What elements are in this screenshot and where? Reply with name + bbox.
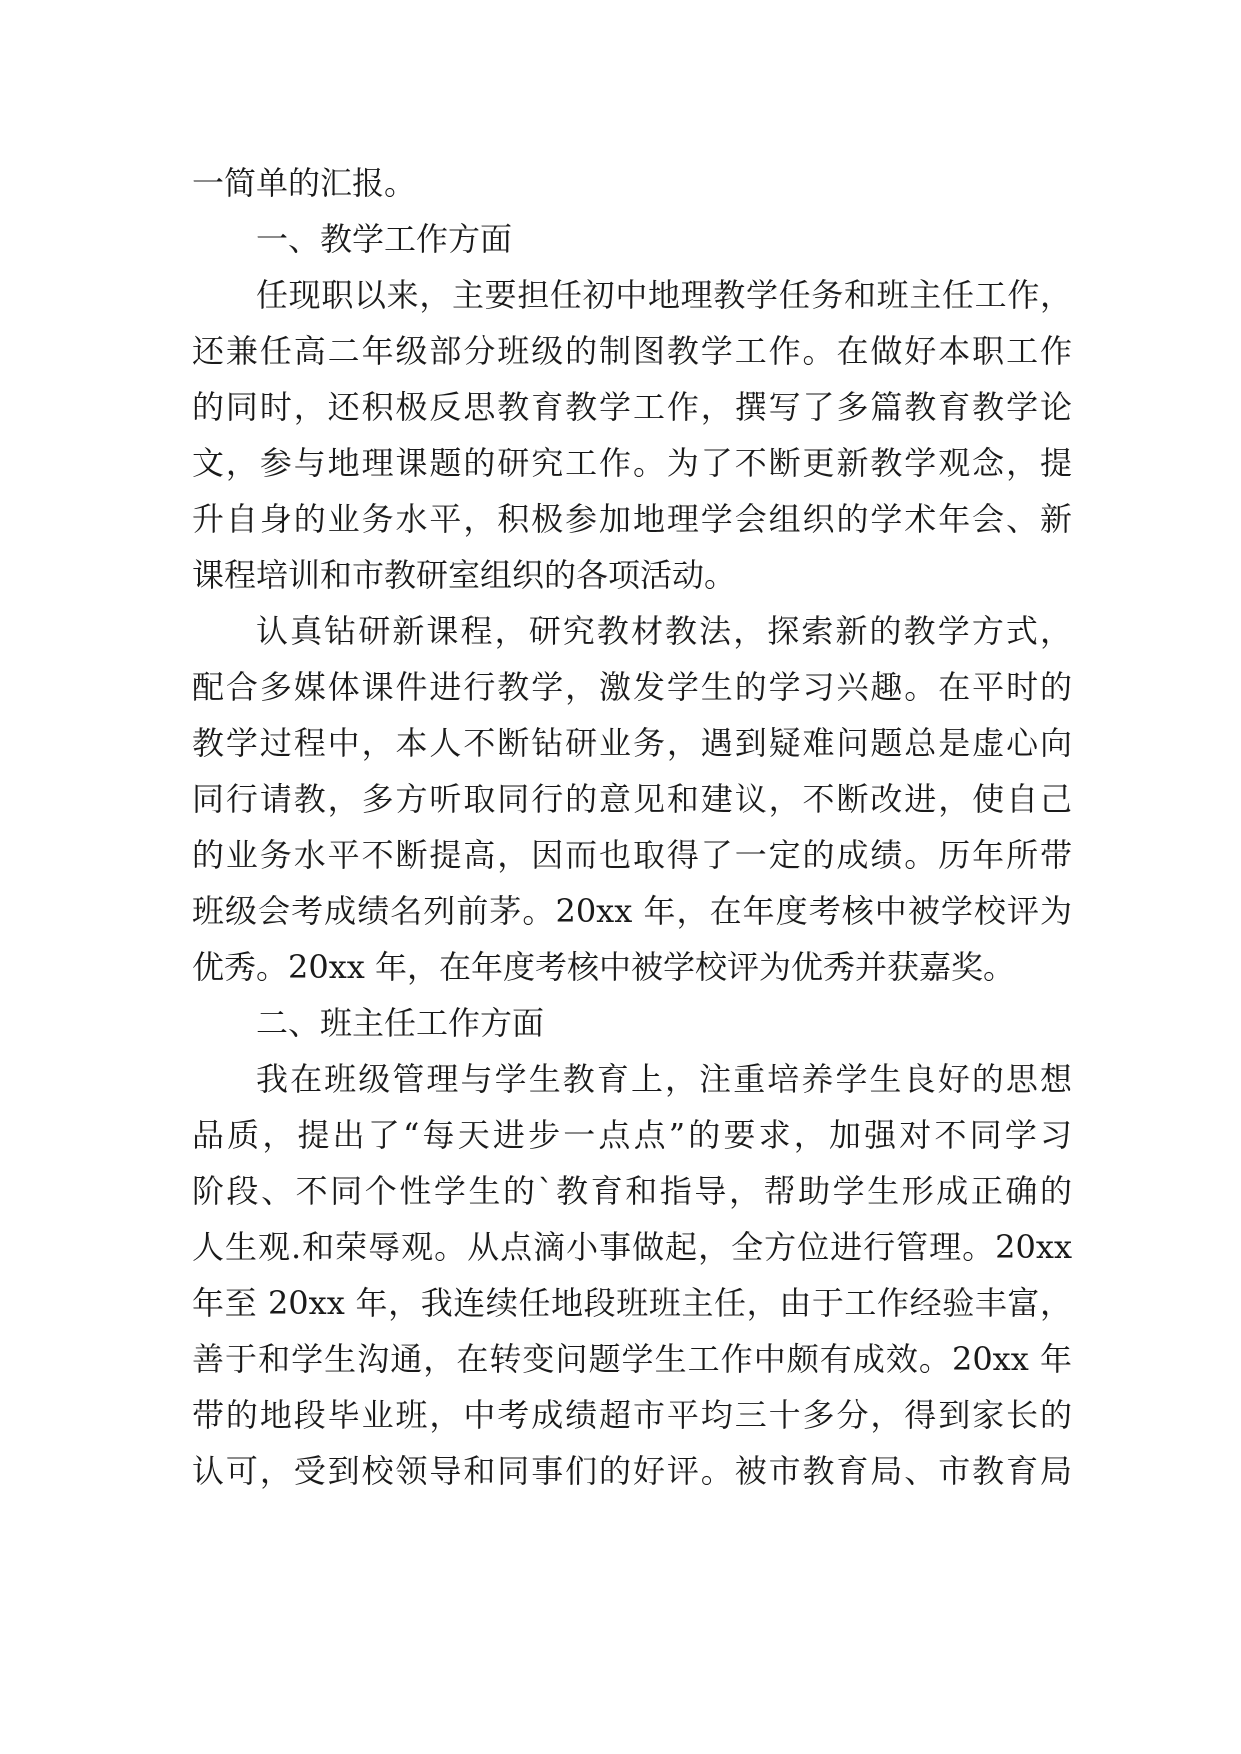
- text-line: 年至 20xx 年，我连续任地段班班主任，由于工作经验丰富，: [192, 1284, 1072, 1322]
- text-line: 同行请教，多方听取同行的意见和建议，不断改进，使自己: [192, 780, 1072, 818]
- text-line: 认真钻研新课程，研究教材教法，探索新的教学方式，: [256, 612, 1072, 650]
- text-line: 任现职以来，主要担任初中地理教学任务和班主任工作，: [256, 276, 1072, 314]
- text-line: 一简单的汇报。: [192, 164, 417, 202]
- text-line: 带的地段毕业班，中考成绩超市平均三十多分，得到家长的: [192, 1396, 1072, 1434]
- text-line: 的同时，还积极反思教育教学工作，撰写了多篇教育教学论: [192, 388, 1072, 426]
- text-line: 优秀。20xx 年，在年度考核中被学校评为优秀并获嘉奖。: [192, 948, 1015, 986]
- section-heading: 二、班主任工作方面: [256, 1004, 545, 1042]
- text-line: 的业务水平不断提高，因而也取得了一定的成绩。历年所带: [192, 836, 1072, 874]
- text-line: 班级会考成绩名列前茅。20xx 年，在年度考核中被学校评为: [192, 892, 1072, 930]
- text-line: 品质，提出了“每天进步一点点”的要求，加强对不同学习: [192, 1116, 1072, 1154]
- text-line: 还兼任高二年级部分班级的制图教学工作。在做好本职工作: [192, 332, 1072, 370]
- text-line: 我在班级管理与学生教育上，注重培养学生良好的思想: [256, 1060, 1072, 1098]
- text-line: 认可，受到校领导和同事们的好评。被市教育局、市教育局: [192, 1452, 1072, 1490]
- text-line: 课程培训和市教研室组织的各项活动。: [192, 556, 737, 594]
- section-heading: 一、教学工作方面: [256, 220, 513, 258]
- text-line: 善于和学生沟通，在转变问题学生工作中颇有成效。20xx 年: [192, 1340, 1072, 1378]
- text-line: 配合多媒体课件进行教学，激发学生的学习兴趣。在平时的: [192, 668, 1072, 706]
- text-line: 阶段、不同个性学生的`教育和指导，帮助学生形成正确的: [192, 1172, 1072, 1210]
- text-line: 文，参与地理课题的研究工作。为了不断更新教学观念，提: [192, 444, 1072, 482]
- text-line: 人生观.和荣辱观。从点滴小事做起，全方位进行管理。20xx: [192, 1228, 1072, 1266]
- text-line: 教学过程中，本人不断钻研业务，遇到疑难问题总是虚心向: [192, 724, 1072, 762]
- text-line: 升自身的业务水平，积极参加地理学会组织的学术年会、新: [192, 500, 1072, 538]
